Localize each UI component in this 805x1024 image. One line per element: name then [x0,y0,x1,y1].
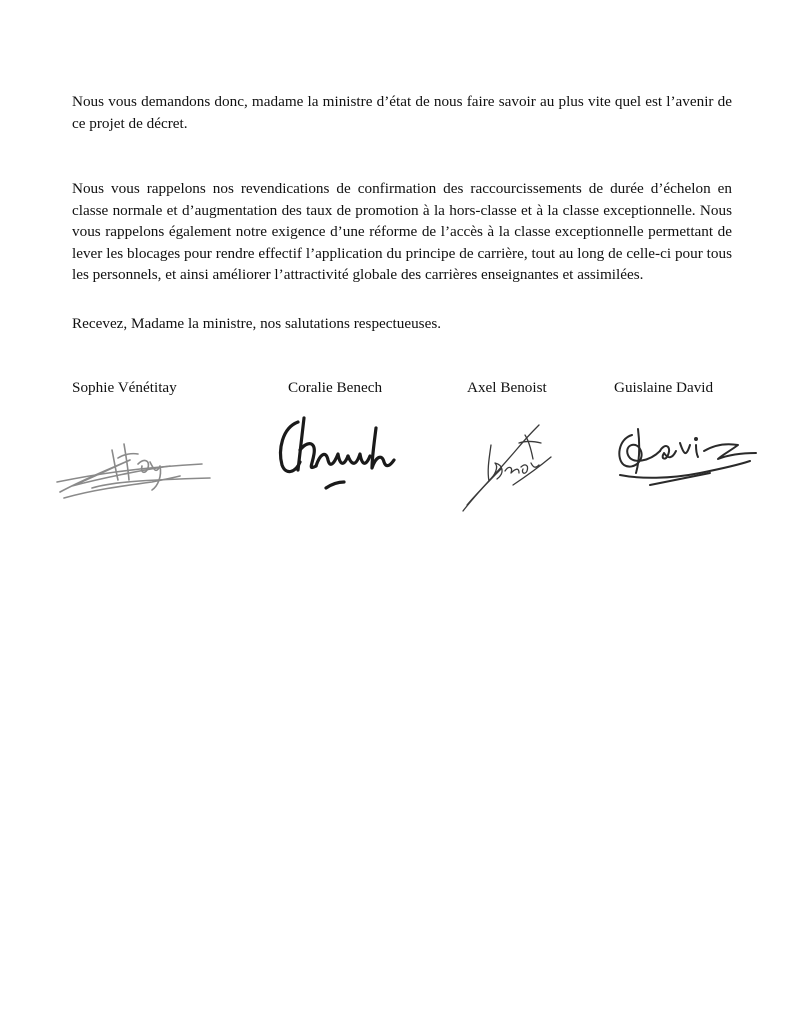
handwritten-signature-icon [268,410,413,500]
signatory-name-2: Coralie Benech [288,379,383,396]
handwritten-signature-icon [610,415,760,495]
handwritten-signature-icon [52,420,217,505]
signatory-name-4: Guislaine David [614,379,714,396]
handwritten-signature-icon [455,415,560,515]
paragraph-demands: Nous vous rappelons nos revendications de confirmation des raccourcissements de durée d’échelon en classe normale et d’augmentation des taux de promotion à la hors-classe et à la classe exceptionnelle. Nous vous rappelons également notre exigence d’une réforme de l’accès à la classe exceptionnelle permettant de lever les blocages pour rendre effectif l’application du principe de carrière, tout au long de celle-ci pour tous les personnels, et ainsi améliorer l’attractivité globale des carrières enseignantes et assimilées. [72,180,732,283]
signatory-name-3: Axel Benoist [467,379,547,396]
paragraph-request: Nous vous demandons donc, madame la ministre d’état de nous faire savoir au plus vite quel est l’avenir de ce projet de décret. [72,93,732,132]
closing-salutation: Recevez, Madame la ministre, nos salutations respectueuses. [72,315,442,332]
signatory-name-1: Sophie Vénétitay [72,379,177,396]
